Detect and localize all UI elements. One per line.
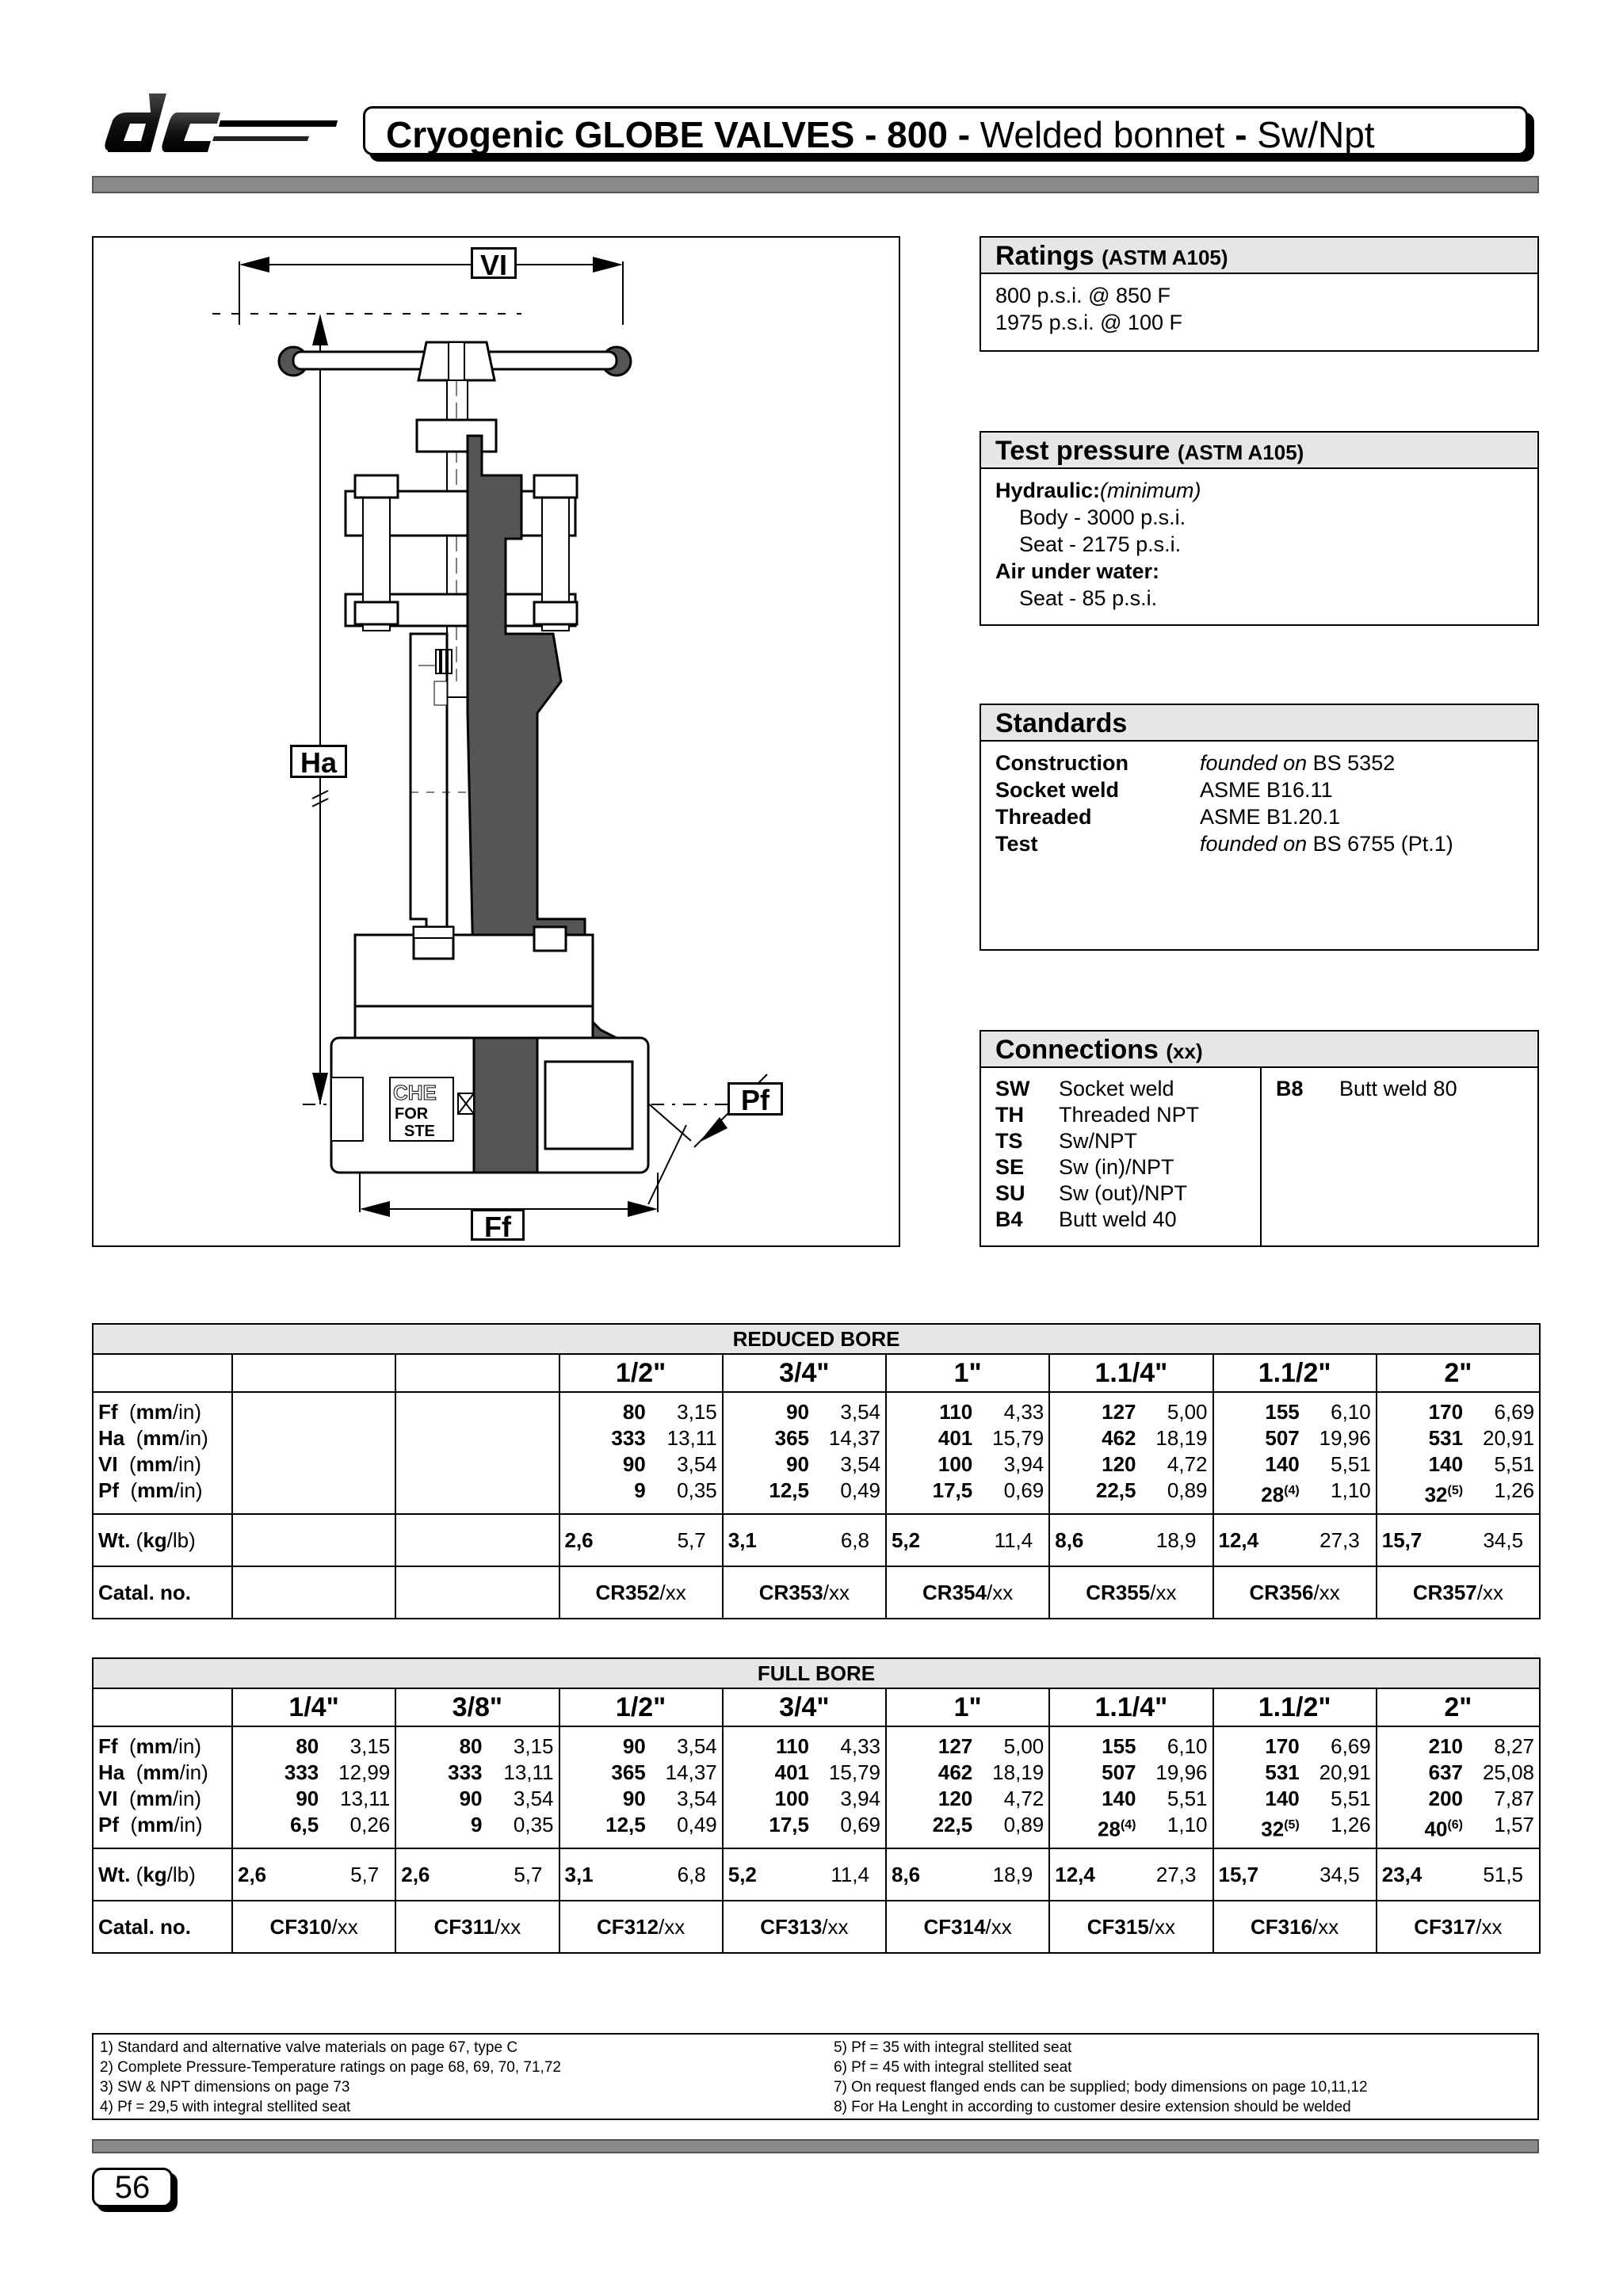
weight-value: 3,1 6,8 bbox=[559, 1848, 723, 1901]
full-bore-table bbox=[92, 1657, 1541, 1954]
dimension-label-ha: Ha (mm/in) bbox=[98, 1760, 208, 1784]
dimension-label-vi: VI (mm/in) bbox=[98, 1787, 202, 1810]
dimension-value-ff: 80 3,15 bbox=[459, 1734, 554, 1758]
dimension-values bbox=[1049, 1726, 1212, 1848]
connection-desc: Butt weld 40 bbox=[1059, 1207, 1177, 1231]
catalogue-label: Catal. no. bbox=[93, 1566, 232, 1619]
catalogue-number: CR354/xx bbox=[886, 1566, 1049, 1619]
catalogue-number: CF315/xx bbox=[1049, 1901, 1212, 1953]
ratings-box bbox=[980, 236, 1539, 352]
dimension-value-ha: 333 12,99 bbox=[284, 1760, 391, 1784]
dimension-label-ha: Ha bbox=[290, 745, 347, 778]
hydraulic-body-line: Body - 3000 p.s.i. bbox=[1019, 505, 1186, 529]
weight-value: 15,7 34,5 bbox=[1213, 1848, 1377, 1901]
rating-line-1: 800 p.s.i. @ 850 F bbox=[995, 284, 1171, 307]
dimension-value-ha: 333 13,11 bbox=[611, 1426, 717, 1450]
dimension-value-ha: 531 20,91 bbox=[1265, 1760, 1371, 1784]
page-title: Cryogenic GLOBE VALVES - 800 - Welded bonnet - Sw/Npt bbox=[386, 114, 1375, 155]
connections-column-1 bbox=[981, 1068, 1262, 1247]
catalogue-number: CR352/xx bbox=[559, 1566, 723, 1619]
weight-value: 23,4 51,5 bbox=[1377, 1848, 1540, 1901]
connection-code: TS bbox=[995, 1129, 1023, 1153]
dimension-value-ha: 507 19,96 bbox=[1102, 1760, 1208, 1784]
empty-cell bbox=[232, 1566, 395, 1619]
connection-desc: Threaded NPT bbox=[1059, 1103, 1200, 1127]
footnote: 5) Pf = 35 with integral stellited seat bbox=[834, 2039, 1072, 2056]
dimension-value-vi: 100 3,94 bbox=[774, 1787, 880, 1810]
dimension-labels bbox=[93, 1726, 232, 1848]
ratings-body bbox=[981, 274, 1537, 344]
dimension-values bbox=[1377, 1392, 1540, 1514]
connection-desc: Butt weld 80 bbox=[1339, 1077, 1457, 1100]
dimension-value-ff: 210 8,27 bbox=[1428, 1734, 1535, 1758]
dimension-values bbox=[395, 1726, 559, 1848]
footnote: 7) On request flanged ends can be supplied; body dimensions on page 10,11,12 bbox=[834, 2079, 1368, 2096]
connection-desc: Sw/NPT bbox=[1059, 1129, 1138, 1153]
dimension-value-ha: 365 14,37 bbox=[611, 1760, 717, 1784]
dimension-value-vi: 90 3,54 bbox=[622, 1787, 717, 1810]
rating-line-2: 1975 p.s.i. @ 100 F bbox=[995, 311, 1183, 334]
standard-row: Test founded on BS 6755 (Pt.1) bbox=[995, 832, 1453, 856]
dimension-value-vi: 90 3,54 bbox=[786, 1452, 880, 1476]
dimension-value-vi: 90 3,54 bbox=[459, 1787, 554, 1810]
dimension-values bbox=[723, 1392, 886, 1514]
size-header: 3/4" bbox=[723, 1354, 886, 1392]
connection-code: SU bbox=[995, 1181, 1025, 1205]
dimension-label-vi: VI bbox=[471, 247, 517, 279]
weight-value: 12,4 27,3 bbox=[1049, 1848, 1212, 1901]
dimension-values bbox=[232, 1726, 395, 1848]
weight-value: 8,6 18,9 bbox=[886, 1848, 1049, 1901]
connection-desc: Sw (out)/NPT bbox=[1059, 1181, 1188, 1205]
dimension-value-pf: 22,5 0,89 bbox=[932, 1813, 1044, 1836]
dimension-value-ff: 127 5,00 bbox=[938, 1734, 1044, 1758]
dimension-value-pf: 6,5 0,26 bbox=[290, 1813, 391, 1836]
hydraulic-seat-line: Seat - 2175 p.s.i. bbox=[1019, 532, 1182, 556]
empty-cell bbox=[395, 1392, 559, 1514]
empty-cell bbox=[232, 1392, 395, 1514]
dimension-label-vi: VI (mm/in) bbox=[98, 1452, 202, 1476]
size-header: 2" bbox=[1377, 1354, 1540, 1392]
body-marking-2: FOR bbox=[395, 1105, 429, 1123]
dimension-label-ha: Ha (mm/in) bbox=[98, 1426, 208, 1450]
dimension-value-pf: 12,5 0,49 bbox=[769, 1478, 880, 1502]
connection-item bbox=[995, 1076, 1246, 1102]
size-header: 3/4" bbox=[723, 1688, 886, 1726]
valve-drawing-frame bbox=[92, 236, 900, 1247]
dimension-value-vi: 140 5,51 bbox=[1102, 1787, 1208, 1810]
dimension-value-ff: 170 6,69 bbox=[1265, 1734, 1371, 1758]
connections-header: Connections (xx) bbox=[981, 1032, 1537, 1068]
dimension-value-ff: 170 6,69 bbox=[1428, 1400, 1535, 1424]
table-caption: REDUCED BORE bbox=[93, 1324, 1540, 1354]
footnote: 3) SW & NPT dimensions on page 73 bbox=[100, 2079, 350, 2096]
dimension-values bbox=[1049, 1392, 1212, 1514]
connection-item bbox=[995, 1207, 1246, 1233]
dimension-value-vi: 200 7,87 bbox=[1428, 1787, 1535, 1810]
test-pressure-header: Test pressure (ASTM A105) bbox=[981, 433, 1537, 469]
dimension-label-ff: Ff (mm/in) bbox=[98, 1400, 202, 1424]
size-header: 1.1/4" bbox=[1049, 1354, 1212, 1392]
connection-desc: Socket weld bbox=[1059, 1077, 1174, 1100]
size-header: 1.1/4" bbox=[1049, 1688, 1212, 1726]
catalogue-number: CF313/xx bbox=[723, 1901, 886, 1953]
dimension-value-pf: 32$^{(5)}$ 1,26 bbox=[1261, 1813, 1371, 1841]
empty-cell bbox=[93, 1354, 232, 1392]
dimension-value-ha: 333 13,11 bbox=[448, 1760, 554, 1784]
standard-row: Socket weld ASME B16.11 bbox=[995, 778, 1333, 802]
size-header: 2" bbox=[1377, 1688, 1540, 1726]
catalogue-number: CR357/xx bbox=[1377, 1566, 1540, 1619]
connection-code: B4 bbox=[995, 1207, 1023, 1231]
dimension-value-ff: 155 6,10 bbox=[1265, 1400, 1371, 1424]
dimension-value-ha: 531 20,91 bbox=[1428, 1426, 1535, 1450]
dimension-values bbox=[559, 1392, 723, 1514]
connection-item bbox=[995, 1154, 1246, 1180]
table-caption: FULL BORE bbox=[93, 1658, 1540, 1688]
empty-cell bbox=[395, 1566, 559, 1619]
catalogue-number: CR355/xx bbox=[1049, 1566, 1212, 1619]
header-divider-bar bbox=[92, 176, 1539, 193]
page-number: 56 bbox=[92, 2168, 173, 2207]
footnote: 2) Complete Pressure-Temperature ratings on page 68, 69, 70, 71,72 bbox=[100, 2059, 561, 2076]
test-pressure-box bbox=[980, 431, 1539, 626]
company-logo bbox=[101, 89, 339, 157]
weight-value: 3,1 6,8 bbox=[723, 1514, 886, 1566]
ratings-header: Ratings (ASTM A105) bbox=[981, 238, 1537, 274]
catalogue-number: CR356/xx bbox=[1213, 1566, 1377, 1619]
dimension-values bbox=[723, 1726, 886, 1848]
dimension-value-pf: 40$^{(6)}$ 1,57 bbox=[1424, 1813, 1535, 1841]
dimension-value-pf: 28$^{(4)}$ 1,10 bbox=[1098, 1813, 1208, 1841]
catalogue-number: CF316/xx bbox=[1213, 1901, 1377, 1953]
dimension-values bbox=[886, 1392, 1049, 1514]
size-header: 1" bbox=[886, 1354, 1049, 1392]
size-header: 1.1/2" bbox=[1213, 1354, 1377, 1392]
size-header: 1/4" bbox=[232, 1688, 395, 1726]
weight-value: 5,2 11,4 bbox=[723, 1848, 886, 1901]
hydraulic-label: Hydraulic: bbox=[995, 479, 1101, 502]
size-header: 1/2" bbox=[559, 1688, 723, 1726]
empty-cell bbox=[395, 1514, 559, 1566]
dimension-values bbox=[886, 1726, 1049, 1848]
footnotes-left bbox=[94, 2035, 827, 2119]
dimension-value-ff: 80 3,15 bbox=[296, 1734, 391, 1758]
dimension-value-pf: 22,5 0,89 bbox=[1095, 1478, 1208, 1502]
connection-item bbox=[995, 1180, 1246, 1207]
size-header: 1/2" bbox=[559, 1354, 723, 1392]
air-seat-line: Seat - 85 p.s.i. bbox=[1019, 586, 1158, 610]
catalogue-number: CF311/xx bbox=[395, 1901, 559, 1953]
size-header: 1.1/2" bbox=[1213, 1688, 1377, 1726]
dimension-value-ff: 90 3,54 bbox=[786, 1400, 880, 1424]
dimension-value-vi: 140 5,51 bbox=[1428, 1452, 1535, 1476]
reduced-bore-table bbox=[92, 1323, 1541, 1619]
dimension-value-pf: 9 0,35 bbox=[634, 1478, 717, 1502]
weight-value: 5,2 11,4 bbox=[886, 1514, 1049, 1566]
connection-item bbox=[1276, 1076, 1523, 1102]
test-pressure-body bbox=[981, 469, 1537, 620]
dimension-values bbox=[559, 1726, 723, 1848]
catalogue-number: CF317/xx bbox=[1377, 1901, 1540, 1953]
standards-box bbox=[980, 704, 1539, 951]
dimension-label-ff: Ff (mm/in) bbox=[98, 1734, 202, 1758]
size-header: 3/8" bbox=[395, 1688, 559, 1726]
standards-body bbox=[981, 742, 1537, 865]
dimension-value-ha: 637 25,08 bbox=[1428, 1760, 1535, 1784]
dimension-value-vi: 100 3,94 bbox=[938, 1452, 1044, 1476]
connection-item bbox=[995, 1102, 1246, 1128]
dimension-value-pf: 17,5 0,69 bbox=[769, 1813, 880, 1836]
footnote: 4) Pf = 29,5 with integral stellited seat bbox=[100, 2099, 351, 2115]
dimension-values bbox=[1213, 1392, 1377, 1514]
dimension-value-pf: 28$^{(4)}$ 1,10 bbox=[1261, 1478, 1371, 1507]
dimension-label-ff: Ff bbox=[471, 1209, 525, 1241]
footnote: 6) Pf = 45 with integral stellited seat bbox=[834, 2059, 1072, 2076]
standard-row: Construction founded on BS 5352 bbox=[995, 751, 1396, 775]
empty-cell bbox=[395, 1354, 559, 1392]
page-title-box bbox=[363, 106, 1528, 155]
dimension-values bbox=[1377, 1726, 1540, 1848]
catalogue-number: CF312/xx bbox=[559, 1901, 723, 1953]
connection-code: SE bbox=[995, 1155, 1025, 1179]
empty-cell bbox=[232, 1514, 395, 1566]
standard-row: Threaded ASME B1.20.1 bbox=[995, 805, 1341, 829]
dimension-value-ff: 110 4,33 bbox=[939, 1400, 1044, 1424]
body-marking-1: CHE bbox=[393, 1081, 437, 1104]
footnote: 1) Standard and alternative valve materials on page 67, type C bbox=[100, 2039, 518, 2056]
catalogue-label: Catal. no. bbox=[93, 1901, 232, 1953]
weight-value: 2,6 5,7 bbox=[232, 1848, 395, 1901]
dimension-value-vi: 120 4,72 bbox=[1102, 1452, 1208, 1476]
dimension-labels bbox=[93, 1392, 232, 1514]
dimension-value-ff: 90 3,54 bbox=[622, 1734, 717, 1758]
weight-value: 12,4 27,3 bbox=[1213, 1514, 1377, 1566]
footnotes-right bbox=[827, 2035, 1374, 2119]
dimension-values bbox=[1213, 1726, 1377, 1848]
dimension-value-ha: 462 18,19 bbox=[938, 1760, 1044, 1784]
dimension-value-ha: 401 15,79 bbox=[938, 1426, 1044, 1450]
hydraulic-note: (minimum) bbox=[1100, 479, 1201, 502]
catalogue-number: CF314/xx bbox=[886, 1901, 1049, 1953]
dimension-value-ff: 155 6,10 bbox=[1102, 1734, 1208, 1758]
dimension-value-vi: 120 4,72 bbox=[938, 1787, 1044, 1810]
empty-cell bbox=[232, 1354, 395, 1392]
connections-box bbox=[980, 1030, 1539, 1247]
catalogue-number: CF310/xx bbox=[232, 1901, 395, 1953]
connection-item bbox=[995, 1128, 1246, 1154]
dimension-value-vi: 90 3,54 bbox=[622, 1452, 717, 1476]
dimension-value-ha: 401 15,79 bbox=[774, 1760, 880, 1784]
dimension-value-vi: 90 13,11 bbox=[296, 1787, 391, 1810]
dimension-value-ha: 365 14,37 bbox=[774, 1426, 880, 1450]
dimension-value-pf: 17,5 0,69 bbox=[932, 1478, 1044, 1502]
connections-column-2 bbox=[1262, 1068, 1537, 1247]
dimension-value-ff: 110 4,33 bbox=[776, 1734, 880, 1758]
dimension-value-vi: 140 5,51 bbox=[1265, 1787, 1371, 1810]
dimension-value-pf: 9 0,35 bbox=[471, 1813, 554, 1836]
weight-label: Wt. (kg/lb) bbox=[93, 1848, 232, 1901]
weight-value: 8,6 18,9 bbox=[1049, 1514, 1212, 1566]
dimension-value-ff: 127 5,00 bbox=[1102, 1400, 1208, 1424]
dimension-value-pf: 32$^{(5)}$ 1,26 bbox=[1424, 1478, 1535, 1507]
dimension-value-pf: 12,5 0,49 bbox=[605, 1813, 717, 1836]
connection-code: SW bbox=[995, 1077, 1030, 1100]
dimension-value-vi: 140 5,51 bbox=[1265, 1452, 1371, 1476]
size-header: 1" bbox=[886, 1688, 1049, 1726]
connection-code: TH bbox=[995, 1103, 1024, 1127]
empty-cell bbox=[93, 1688, 232, 1726]
dimension-label-pf: Pf (mm/in) bbox=[98, 1813, 203, 1836]
dimension-value-ha: 462 18,19 bbox=[1102, 1426, 1208, 1450]
connection-desc: Sw (in)/NPT bbox=[1059, 1155, 1174, 1179]
footnotes-box bbox=[92, 2033, 1539, 2120]
weight-value: 2,6 5,7 bbox=[559, 1514, 723, 1566]
standards-header: Standards bbox=[981, 705, 1537, 742]
weight-value: 15,7 34,5 bbox=[1377, 1514, 1540, 1566]
footnote: 8) For Ha Lenght in according to customer desire extension should be welded bbox=[834, 2099, 1351, 2115]
dimension-value-ff: 80 3,15 bbox=[622, 1400, 717, 1424]
connection-code: B8 bbox=[1276, 1077, 1304, 1100]
weight-value: 2,6 5,7 bbox=[395, 1848, 559, 1901]
footer-divider-bar bbox=[92, 2139, 1539, 2153]
weight-label: Wt. (kg/lb) bbox=[93, 1514, 232, 1566]
body-marking-3: STE bbox=[404, 1123, 435, 1140]
catalogue-number: CR353/xx bbox=[723, 1566, 886, 1619]
dimension-label-pf: Pf bbox=[727, 1082, 783, 1116]
dimension-value-ha: 507 19,96 bbox=[1265, 1426, 1371, 1450]
air-under-water-label: Air under water: bbox=[995, 559, 1160, 583]
dimension-label-pf: Pf (mm/in) bbox=[98, 1478, 203, 1502]
